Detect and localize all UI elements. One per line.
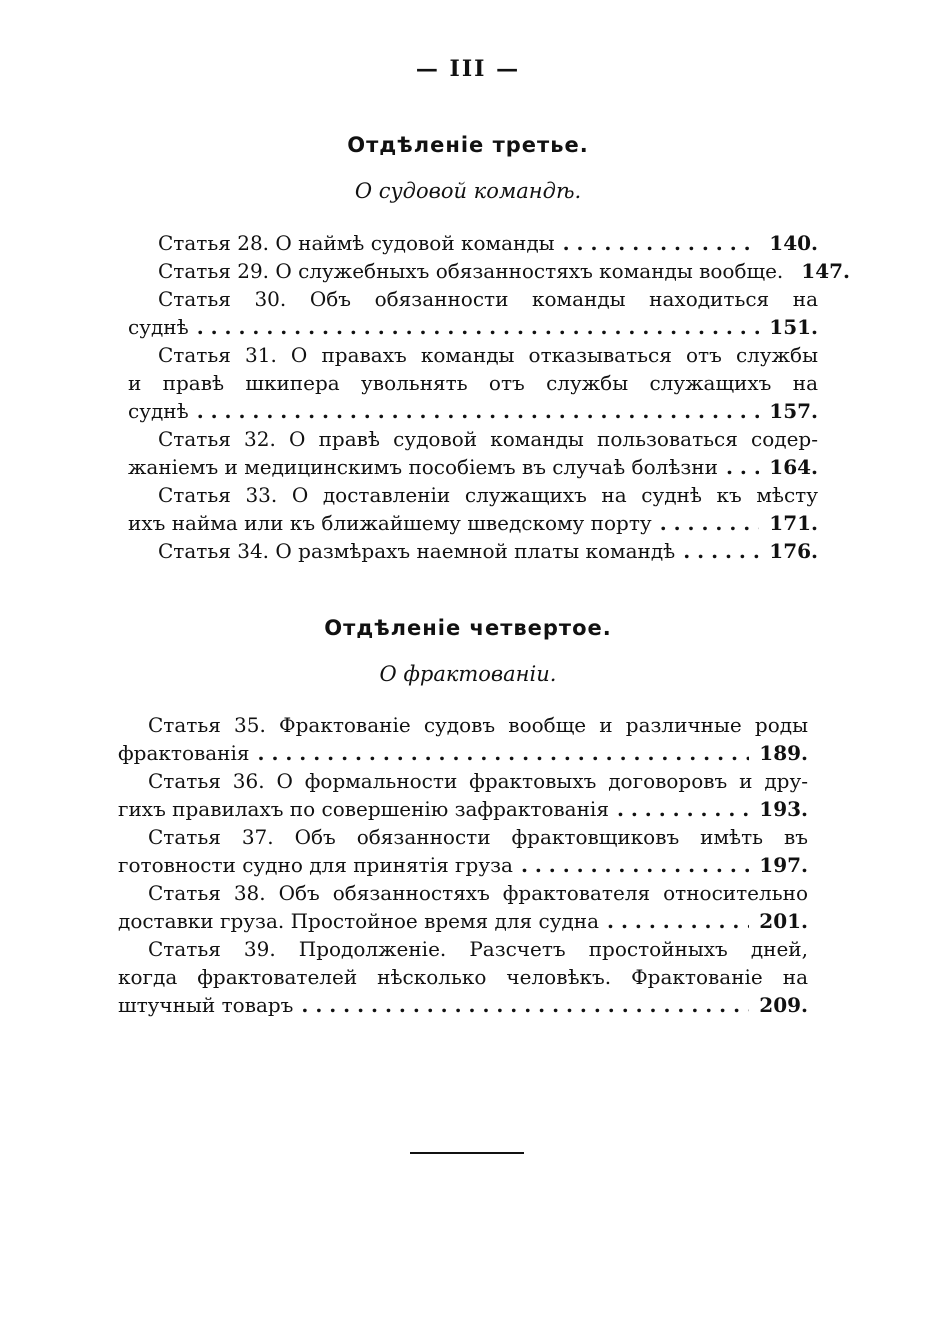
toc-entry-line	[128, 397, 818, 425]
dot-leader	[258, 739, 750, 767]
toc-entry-line	[128, 509, 818, 537]
toc-entry-line	[128, 425, 818, 453]
toc-entry-line	[118, 879, 808, 907]
toc-entry-text: и правѣ шкипера увольнять отъ службы служащихъ на	[128, 371, 818, 395]
toc-entry-text: когда фрактователей нѣсколько человѣкъ. Фрактованіе на	[118, 965, 808, 989]
toc-entry	[118, 823, 808, 879]
section-third	[0, 133, 936, 203]
dot-leader	[521, 851, 749, 879]
page-reference: 197.	[759, 853, 808, 877]
toc-entry-text: штучный товаръ	[118, 993, 294, 1017]
dot-leader	[660, 509, 760, 537]
toc-entry-line	[128, 313, 818, 341]
page-reference: 157.	[769, 399, 818, 423]
page-reference: 176.	[769, 539, 818, 563]
toc-entry-text: гихъ правилахъ по совершенію зафрактованія	[118, 797, 609, 821]
dot-leader	[197, 397, 760, 425]
toc-entry	[128, 537, 818, 565]
toc-entry-text: Статья 36. О формальности фрактовыхъ договоровъ и дру-	[148, 769, 808, 793]
toc-entry-text: готовности судно для принятія груза	[118, 853, 513, 877]
toc-entry-line	[118, 907, 808, 935]
toc-entry	[128, 229, 818, 257]
toc-entry-text: ихъ найма или къ ближайшему шведскому порту	[128, 511, 652, 535]
toc-entry-line	[128, 257, 851, 285]
toc-entry-text: фрактованія	[118, 741, 250, 765]
dot-leader	[301, 991, 749, 1019]
section-subtitle: О судовой командѣ.	[354, 179, 582, 203]
toc-entry-text: суднѣ	[128, 399, 189, 423]
toc-list-fourth	[118, 711, 808, 1019]
page-reference: 201.	[759, 909, 808, 933]
toc-entry-text: Статья 32. О правѣ судовой команды пользоваться содер-	[158, 427, 818, 451]
toc-entry-line	[128, 229, 818, 257]
toc-entry-text: Статья 34. О размѣрахъ наемной платы командѣ	[158, 539, 676, 563]
toc-entry	[128, 481, 818, 537]
toc-entry-line	[118, 935, 808, 963]
toc-entry-text: Статья 30. Объ обязанности команды находиться на	[158, 287, 818, 311]
toc-entry	[128, 257, 851, 285]
toc-entry-text: суднѣ	[128, 315, 189, 339]
page-reference: 209.	[759, 993, 808, 1017]
toc-entry-line	[118, 739, 808, 767]
page-number: — III —	[415, 56, 521, 82]
toc-entry	[118, 935, 808, 1019]
page-reference: 147.	[801, 259, 851, 283]
section-heading: Отдѣленіе четвертое.	[324, 616, 612, 640]
section-subtitle: О фрактованіи.	[379, 662, 557, 686]
dot-leader	[617, 795, 749, 823]
page-reference: 151.	[769, 315, 818, 339]
toc-entry-line	[128, 453, 818, 481]
page-reference: 164.	[769, 455, 818, 479]
toc-entry-text: Статья 28. О наймѣ судовой команды	[158, 231, 555, 255]
toc-entry-line	[118, 767, 808, 795]
toc-entry-text: Статья 38. Объ обязанностяхъ фрактователя относительно	[148, 881, 808, 905]
toc-entry-text: доставки груза. Простойное время для судна	[118, 909, 600, 933]
toc-entry-text: Статья 31. О правахъ команды отказываться отъ службы	[158, 343, 818, 367]
page-reference: 171.	[769, 511, 818, 535]
toc-entry-line	[118, 711, 808, 739]
toc-entry-line	[118, 991, 808, 1019]
toc-entry	[128, 425, 818, 481]
page-reference: 140.	[769, 231, 818, 255]
section-fourth	[0, 616, 936, 686]
toc-entry-text: Статья 37. Объ обязанности фрактовщиковъ имѣть въ	[148, 825, 808, 849]
toc-entry-line	[118, 795, 808, 823]
toc-entry-line	[128, 341, 818, 369]
toc-entry-text: Статья 39. Продолженіе. Разсчетъ простойныхъ дней,	[148, 937, 808, 961]
toc-entry-line	[118, 851, 808, 879]
dot-leader	[726, 453, 759, 481]
toc-entry-line	[118, 963, 808, 991]
dot-leader	[197, 313, 760, 341]
dot-leader	[683, 537, 759, 565]
toc-entry	[128, 341, 818, 425]
dot-leader	[563, 229, 760, 257]
toc-entry	[128, 285, 818, 341]
toc-entry	[118, 879, 808, 935]
page-reference: 193.	[759, 797, 808, 821]
toc-entry-text: жаніемъ и медицинскимъ пособіемъ въ случаѣ болѣзни	[128, 455, 718, 479]
section-heading: Отдѣленіе третье.	[347, 133, 589, 157]
toc-entry-line	[128, 369, 818, 397]
toc-entry	[118, 711, 808, 767]
toc-entry-line	[118, 823, 808, 851]
dot-leader	[607, 907, 749, 935]
toc-entry-text: Статья 35. Фрактованіе судовъ вообще и различные роды	[148, 713, 808, 737]
closing-rule	[410, 1152, 524, 1154]
toc-entry-text: Статья 29. О служебныхъ обязанностяхъ команды вообще.	[158, 259, 784, 283]
page-reference: 189.	[759, 741, 808, 765]
toc-entry-line	[128, 285, 818, 313]
toc-entry	[118, 767, 808, 823]
toc-entry-line	[128, 481, 818, 509]
toc-list-third	[128, 229, 851, 565]
toc-entry-line	[128, 537, 818, 565]
toc-entry-text: Статья 33. О доставленіи служащихъ на суднѣ къ мѣсту	[158, 483, 818, 507]
